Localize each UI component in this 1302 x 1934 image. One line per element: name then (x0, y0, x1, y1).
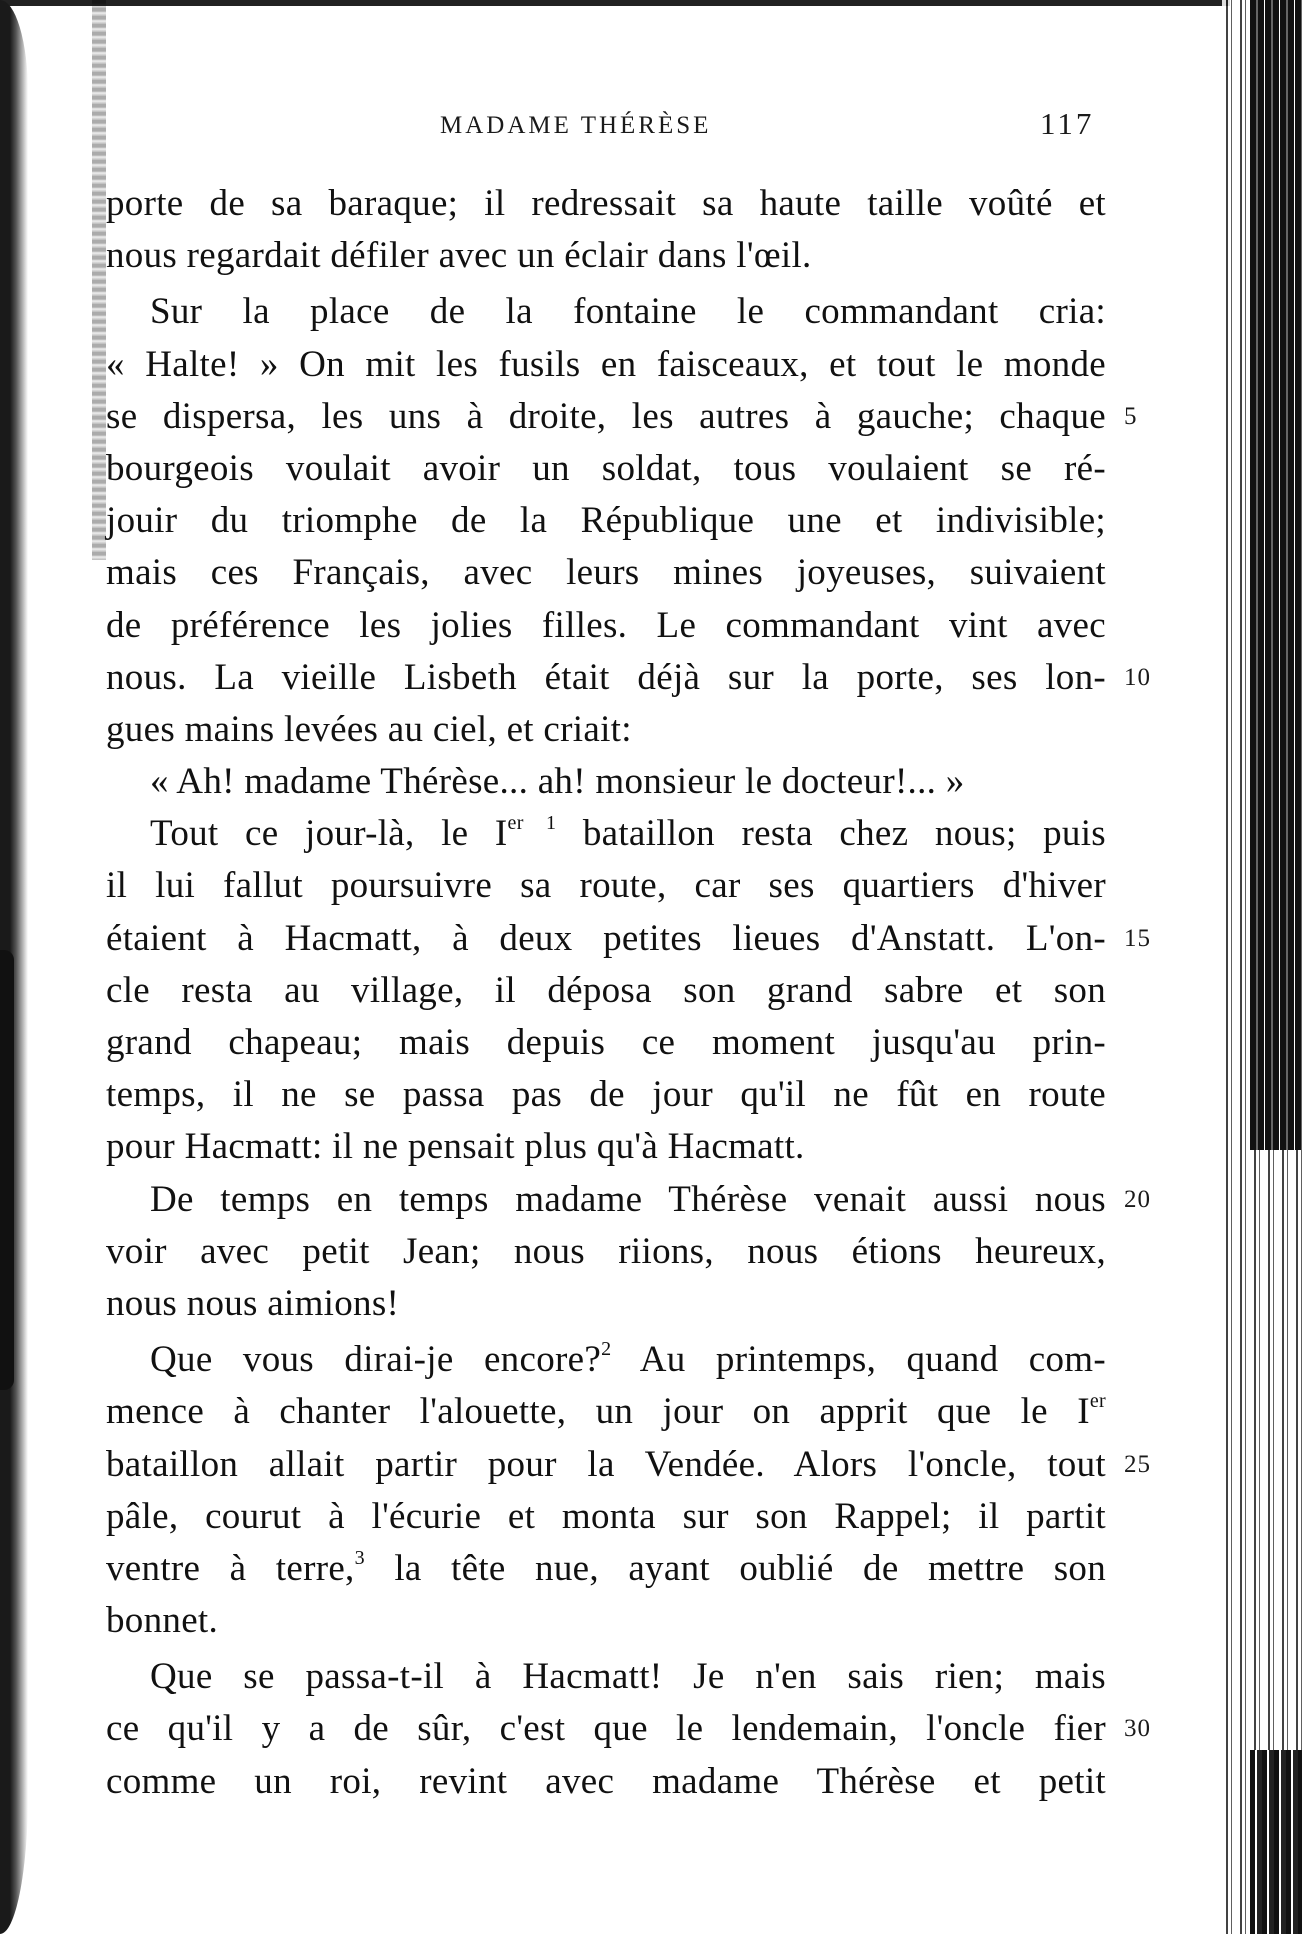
page-number: 117 (1040, 106, 1095, 141)
text-line: se dispersa, les uns à droite, les autres à gauche; chaque 5 (106, 391, 1106, 443)
line-number: 20 (1124, 1185, 1151, 1213)
running-header: MADAME THÉRÈSE (440, 112, 712, 139)
text-line: Tout ce jour-là, le $I^{er 1}$ bataillon resta chez nous; puis (150, 812, 1106, 855)
text-line: ce qu'il y a de sûr, c'est que le lendemain, l'oncle fier 30 (106, 1703, 1106, 1755)
superscript: er (1089, 1390, 1106, 1413)
text-line: « Ah! madame Thérèse... ah! monsieur le docteur!... » (150, 761, 965, 803)
text-line: Que vous dirai-je encore?$^2$ Au printemps, quand com- (150, 1338, 1106, 1381)
text-line: De temps en temps madame Thérèse venait aussi nous 20 (106, 1174, 1106, 1226)
text-line: gues mains levées au ciel, et criait: (106, 708, 632, 750)
binding-gutter-marks (92, 0, 106, 560)
page-edges-right-dark (1250, 0, 1302, 1150)
text-line: de préférence les jolies filles. Le commandant vint avec (106, 604, 1106, 646)
text-line: mence à chanter l'alouette, un jour on apprit que le Ier (106, 1390, 1106, 1433)
text-line: pâle, courut à l'écurie et monta sur son Rappel; il partit (106, 1495, 1106, 1537)
text-line: nous. La vieille Lisbeth était déjà sur la porte, ses lon- 10 (106, 652, 1106, 704)
text-line: il lui fallut poursuivre sa route, car ses quartiers d'hiver (106, 865, 1106, 907)
text-line: jouir du triomphe de la République une et indivisible; (106, 500, 1106, 542)
text-line: bataillon allait partir pour la Vendée. Alors l'oncle, tout 25 (106, 1439, 1106, 1491)
text-line: étaient à Hacmatt, à deux petites lieues d'Anstatt. L'on- 15 (106, 913, 1106, 965)
line-number: 10 (1124, 663, 1151, 691)
text-line: Sur la place de la fontaine le commandant cria: (150, 291, 1106, 333)
text-line: temps, il ne se passa pas de jour qu'il ne fût en route (106, 1074, 1106, 1116)
superscript: 3 (354, 1546, 365, 1569)
text-line: pour Hacmatt: il ne pensait plus qu'à Hacmatt. (106, 1126, 805, 1168)
text-line: voir avec petit Jean; nous riions, nous étions heureux, (106, 1230, 1106, 1272)
text-line: ventre à terre,$^3$ la tête nue, ayant oublié de mettre son (106, 1546, 1106, 1589)
binding-edge-bar (0, 950, 14, 1390)
page-top-edge (0, 0, 1230, 6)
text-line: porte de sa baraque; il redressait sa haute taille voûté et (106, 183, 1106, 224)
text-line: Que se passa-t-il à Hacmatt! Je n'en sais rien; mais (150, 1656, 1106, 1698)
superscript: er 1 (507, 812, 557, 835)
text-line: mais ces Français, avec leurs mines joyeuses, suivaient (106, 552, 1106, 594)
body-text (106, 178, 1151, 1808)
text-line: nous regardait défiler avec un éclair dans l'œil. (106, 235, 812, 277)
text-line: bourgeois voulait avoir un soldat, tous voulaient se ré- (106, 447, 1106, 489)
page-edges-right-dark-bottom (1250, 1750, 1302, 1934)
text-line: nous nous aimions! (106, 1282, 400, 1324)
text-line: bonnet. (106, 1600, 219, 1642)
line-number: 5 (1124, 402, 1138, 430)
line-number: 15 (1124, 924, 1151, 952)
text-line: comme un roi, revint avec madame Thérèse et petit (106, 1760, 1106, 1802)
line-number: 25 (1124, 1450, 1151, 1478)
text-line: « Halte! » On mit les fusils en faisceaux, et tout le monde (106, 343, 1106, 385)
text-line: grand chapeau; mais depuis ce moment jusqu'au prin- (106, 1022, 1106, 1063)
text-line: cle resta au village, il déposa son grand sabre et son (106, 969, 1106, 1011)
line-number: 30 (1124, 1715, 1151, 1743)
superscript: 2 (601, 1338, 612, 1361)
